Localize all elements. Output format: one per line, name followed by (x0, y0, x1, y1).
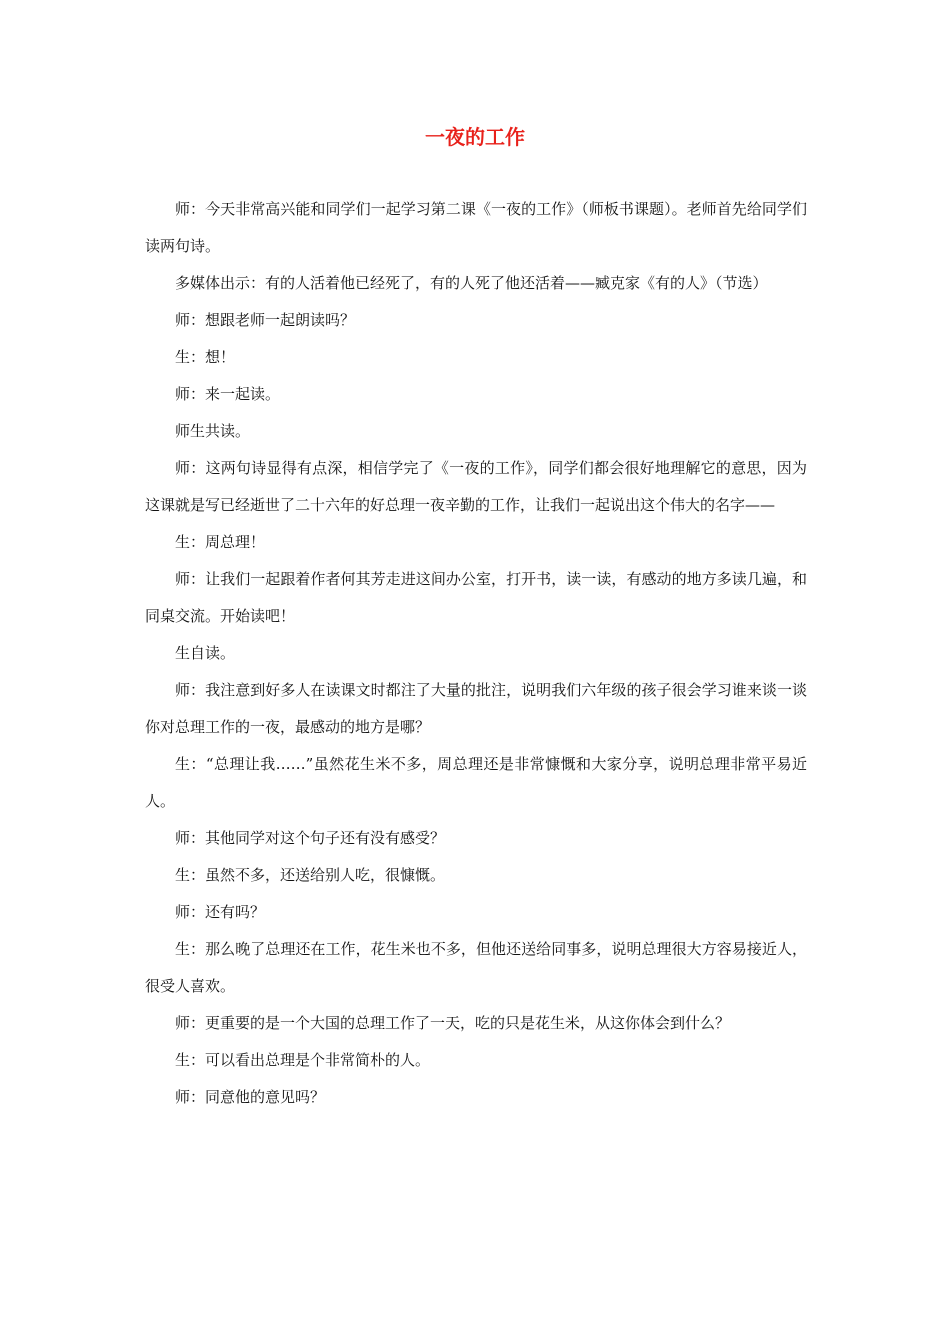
paragraph: 师：更重要的是一个大国的总理工作了一天，吃的只是花生米，从这你体会到什么？ (175, 1014, 731, 1032)
paragraph: 生：虽然不多，还送给别人吃，很慷慨。 (175, 866, 446, 884)
paragraph: 生：周总理！ (175, 533, 266, 551)
paragraph: 师：还有吗？ (175, 903, 266, 921)
paragraph: 多媒体出示：有的人活着他已经死了，有的人死了他还活着——臧克家《有的人》（节选） (175, 274, 768, 292)
paragraph: 师：想跟老师一起朗读吗？ (175, 311, 356, 329)
paragraph: 师：其他同学对这个句子还有没有感受？ (175, 829, 446, 847)
paragraph: 师生共读。 (175, 422, 251, 440)
paragraph: 生自读。 (175, 644, 236, 662)
page-title: 一夜的工作 (425, 125, 525, 149)
document-body (145, 191, 807, 1116)
paragraph: 生：那么晚了总理还在工作，花生米也不多，但他还送给同事多，说明总理很大方容易接近人，很受人喜欢。 (145, 940, 807, 995)
paragraph: 师：这两句诗显得有点深，相信学完了《一夜的工作》，同学们都会很好地理解它的意思，因为这课就是写已经逝世了二十六年的好总理一夜辛勤的工作，让我们一起说出这个伟大的名字—— (145, 459, 807, 514)
paragraph: 师：今天非常高兴能和同学们一起学习第二课《一夜的工作》（师板书课题）。老师首先给同学们读两句诗。 (145, 200, 807, 255)
paragraph: 师：同意他的意见吗？ (175, 1088, 326, 1106)
paragraph: 师：让我们一起跟着作者何其芳走进这间办公室，打开书，读一读，有感动的地方多读几遍，和同桌交流。开始读吧！ (145, 570, 807, 625)
paragraph: 师：我注意到好多人在读课文时都注了大量的批注，说明我们六年级的孩子很会学习谁来谈一谈你对总理工作的一夜，最感动的地方是哪？ (145, 681, 807, 736)
paragraph: 生：“总理让我……”虽然花生米不多，周总理还是非常慷慨和大家分享，说明总理非常平易近人。 (145, 755, 807, 810)
paragraph: 师：来一起读。 (175, 385, 281, 403)
paragraph: 生：可以看出总理是个非常简朴的人。 (175, 1051, 431, 1069)
paragraph: 生：想！ (175, 348, 236, 366)
